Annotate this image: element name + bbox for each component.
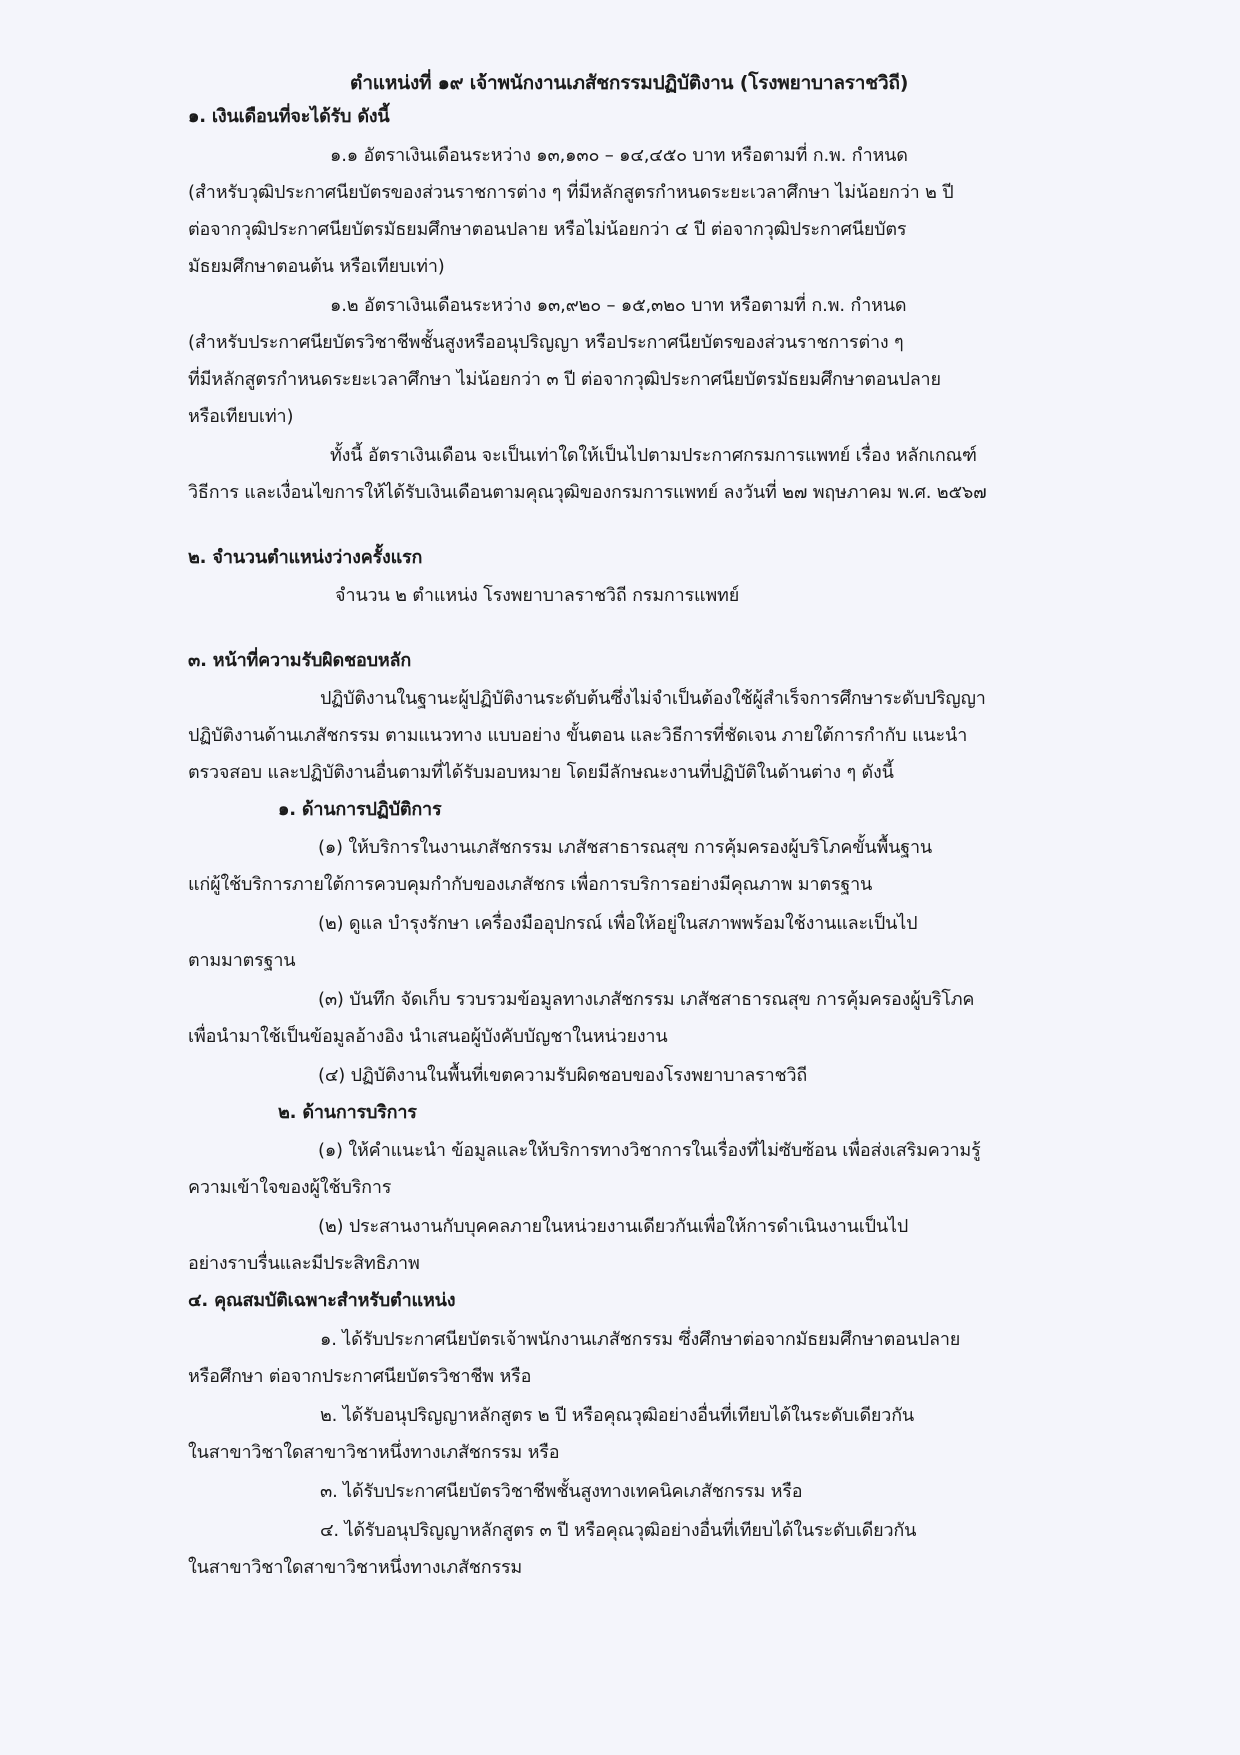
duties-intro-line3: ตรวจสอบ และปฏิบัติงานอื่นตามที่ได้รับมอบหมาย โดยมีลักษณะงานที่ปฏิบัติในด้านต่าง ๆ ดังนี้ xyxy=(188,762,894,783)
service-item2-line1: (๒) ประสานงานกับบุคคลภายในหน่วยงานเดียวกันเพื่อให้การดำเนินงานเป็นไป xyxy=(318,1216,909,1237)
section-heading-duties: ๓. หน้าที่ความรับผิดชอบหลัก xyxy=(188,650,412,671)
service-item1-line2: ความเข้าใจของผู้ใช้บริการ xyxy=(188,1177,392,1198)
salary-rate1-line4: มัธยมศึกษาตอนต้น หรือเทียบเท่า) xyxy=(188,256,445,277)
qualification4-line1: ๔. ได้รับอนุปริญญาหลักสูตร ๓ ปี หรือคุณวุฒิอย่างอื่นที่เทียบได้ในระดับเดียวกัน xyxy=(320,1520,917,1541)
practice-item4: (๔) ปฏิบัติงานในพื้นที่เขตความรับผิดชอบของโรงพยาบาลราชวิถี xyxy=(318,1065,808,1086)
section-heading-qualifications: ๔. คุณสมบัติเฉพาะสำหรับตำแหน่ง xyxy=(188,1290,456,1311)
practice-item3-line1: (๓) บันทึก จัดเก็บ รวบรวมข้อมูลทางเภสัชกรรม เภสัชสาธารณสุข การคุ้มครองผู้บริโภค xyxy=(318,989,975,1010)
service-item1-line1: (๑) ให้คำแนะนำ ข้อมูลและให้บริการทางวิชาการในเรื่องที่ไม่ซับซ้อน เพื่อส่งเสริมความรู้ xyxy=(318,1140,981,1161)
section-heading-vacancy: ๒. จำนวนตำแหน่งว่างครั้งแรก xyxy=(188,547,423,568)
qualification1-line2: หรือศึกษา ต่อจากประกาศนียบัตรวิชาชีพ หรือ xyxy=(188,1366,532,1387)
qualification2-line2: ในสาขาวิชาใดสาขาวิชาหนึ่งทางเภสัชกรรม หรือ xyxy=(188,1442,560,1463)
page-title: ตำแหน่งที่ ๑๙ เจ้าพนักงานเภสัชกรรมปฏิบัติงาน (โรงพยาบาลราชวิถี) xyxy=(350,72,909,94)
vacancy-detail: จำนวน ๒ ตำแหน่ง โรงพยาบาลราชวิถี กรมการแพทย์ xyxy=(335,585,740,606)
salary-note-line1: ทั้งนี้ อัตราเงินเดือน จะเป็นเท่าใดให้เป็นไปตามประกาศกรมการแพทย์ เรื่อง หลักเกณฑ์ xyxy=(330,445,977,466)
practice-item1-line1: (๑) ให้บริการในงานเภสัชกรรม เภสัชสาธารณสุข การคุ้มครองผู้บริโภคขั้นพื้นฐาน xyxy=(318,837,932,858)
salary-rate2-line3: ที่มีหลักสูตรกำหนดระยะเวลาศึกษา ไม่น้อยกว่า ๓ ปี ต่อจากวุฒิประกาศนียบัตรมัธยมศึกษาตอนปลาย xyxy=(188,369,941,390)
salary-rate2-line4: หรือเทียบเท่า) xyxy=(188,406,294,427)
qualification2-line1: ๒. ได้รับอนุปริญญาหลักสูตร ๒ ปี หรือคุณวุฒิอย่างอื่นที่เทียบได้ในระดับเดียวกัน xyxy=(320,1405,914,1426)
salary-rate1-line3: ต่อจากวุฒิประกาศนียบัตรมัธยมศึกษาตอนปลาย หรือไม่น้อยกว่า ๔ ปี ต่อจากวุฒิประกาศนียบัตร xyxy=(188,219,907,240)
qualification3: ๓. ได้รับประกาศนียบัตรวิชาชีพชั้นสูงทางเทคนิคเภสัชกรรม หรือ xyxy=(320,1481,803,1502)
section-heading-salary: ๑. เงินเดือนที่จะได้รับ ดังนี้ xyxy=(188,106,390,127)
salary-rate2-line1: ๑.๒ อัตราเงินเดือนระหว่าง ๑๓,๙๒๐ – ๑๕,๓๒๐ บาท หรือตามที่ ก.พ. กำหนด xyxy=(330,295,907,316)
practice-item2-line2: ตามมาตรฐาน xyxy=(188,950,296,971)
salary-rate1-line1: ๑.๑ อัตราเงินเดือนระหว่าง ๑๓,๑๓๐ – ๑๔,๔๕๐ บาท หรือตามที่ ก.พ. กำหนด xyxy=(330,145,908,166)
practice-item3-line2: เพื่อนำมาใช้เป็นข้อมูลอ้างอิง นำเสนอผู้บังคับบัญชาในหน่วยงาน xyxy=(188,1026,668,1047)
duties-intro-line2: ปฏิบัติงานด้านเภสัชกรรม ตามแนวทาง แบบอย่าง ขั้นตอน และวิธีการที่ชัดเจน ภายใต้การกำกับ แนะนำ xyxy=(188,725,968,746)
salary-note-line2: วิธีการ และเงื่อนไขการให้ได้รับเงินเดือนตามคุณวุฒิของกรมการแพทย์ ลงวันที่ ๒๗ พฤษภาคม พ.ศ. ๒๕๖๗ xyxy=(188,482,987,503)
salary-rate1-line2: (สำหรับวุฒิประกาศนียบัตรของส่วนราชการต่าง ๆ ที่มีหลักสูตรกำหนดระยะเวลาศึกษา ไม่น้อยกว่า ๒ ปี xyxy=(188,182,954,203)
subheading-service: ๒. ด้านการบริการ xyxy=(278,1102,417,1123)
duties-intro-line1: ปฏิบัติงานในฐานะผู้ปฏิบัติงานระดับต้นซึ่งไม่จำเป็นต้องใช้ผู้สำเร็จการศึกษาระดับปริญญา xyxy=(320,688,986,709)
subheading-practice: ๑. ด้านการปฏิบัติการ xyxy=(278,799,442,820)
practice-item2-line1: (๒) ดูแล บำรุงรักษา เครื่องมืออุปกรณ์ เพื่อให้อยู่ในสภาพพร้อมใช้งานและเป็นไป xyxy=(318,913,918,934)
service-item2-line2: อย่างราบรื่นและมีประสิทธิภาพ xyxy=(188,1253,420,1274)
qualification1-line1: ๑. ได้รับประกาศนียบัตรเจ้าพนักงานเภสัชกรรม ซึ่งศึกษาต่อจากมัธยมศึกษาตอนปลาย xyxy=(320,1329,961,1350)
practice-item1-line2: แก่ผู้ใช้บริการภายใต้การควบคุมกำกับของเภสัชกร เพื่อการบริการอย่างมีคุณภาพ มาตรฐาน xyxy=(188,874,873,895)
salary-rate2-line2: (สำหรับประกาศนียบัตรวิชาชีพชั้นสูงหรืออนุปริญญา หรือประกาศนียบัตรของส่วนราชการต่าง ๆ xyxy=(188,332,904,353)
qualification4-line2: ในสาขาวิชาใดสาขาวิชาหนึ่งทางเภสัชกรรม xyxy=(188,1557,523,1578)
